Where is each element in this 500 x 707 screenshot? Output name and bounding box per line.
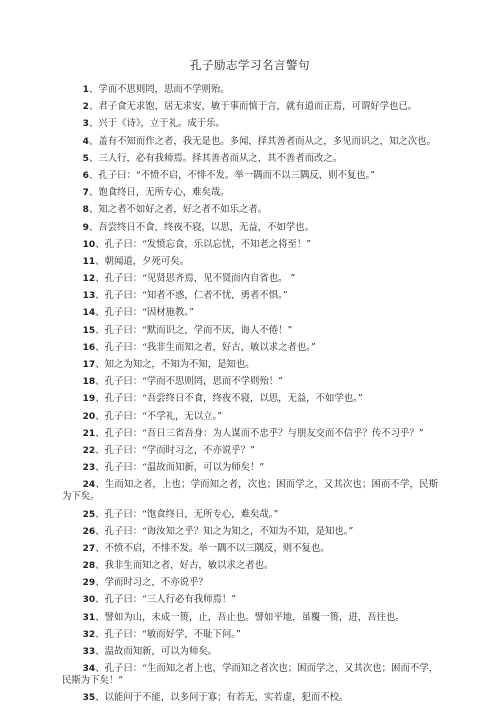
quote-separator: 、 xyxy=(95,479,105,491)
quote-separator: 、 xyxy=(95,273,105,285)
quote-item xyxy=(62,445,438,457)
quote-text: 孔子曰：“见贤思齐焉，见不贤而内自省也。 ” xyxy=(104,273,296,285)
quote-item xyxy=(62,428,438,440)
quote-separator: 、 xyxy=(95,307,105,319)
quote-item xyxy=(62,692,438,704)
quote-separator: 、 xyxy=(95,542,105,554)
quote-text: 知之者不如好之者，好之者不如乐之者。 xyxy=(98,204,268,216)
quote-text: 孔子曰：“我非生而知之者，好古，敏以求之者也。” xyxy=(104,341,316,353)
quote-separator: 、 xyxy=(95,410,105,422)
quote-number: 16 xyxy=(82,342,96,353)
quote-item xyxy=(62,239,438,251)
quote-separator: 、 xyxy=(95,393,105,405)
quote-separator: 、 xyxy=(95,359,105,370)
quote-item xyxy=(62,376,438,388)
quote-separator: 、 xyxy=(95,628,105,640)
quote-number: 26 xyxy=(82,526,96,537)
quote-number: 6 xyxy=(82,170,89,181)
quote-number: 29 xyxy=(82,578,96,589)
quote-number: 17 xyxy=(82,360,96,370)
quote-separator: 、 xyxy=(88,135,99,147)
quote-separator: 、 xyxy=(95,427,105,439)
quote-text: 孔子曰：“学而时习之，不亦说乎？” xyxy=(104,444,255,456)
quote-item xyxy=(62,118,438,130)
quote-text: 学而不思则罔，思而不学则殆。 xyxy=(98,84,230,95)
quote-item xyxy=(62,342,438,354)
quote-item xyxy=(62,393,438,405)
quote-text: 孔子曰：“诲汝知之乎？知之为知之，不知为不知，是知也。” xyxy=(104,525,354,537)
quote-number: 11 xyxy=(82,256,96,267)
quote-text: 譬如为山，未成一篑，止，吾止也。譬如平地，虽覆一篑，进，吾往也。 xyxy=(104,611,405,623)
quote-item xyxy=(62,359,438,371)
quote-number: 7 xyxy=(82,188,89,199)
quote-item xyxy=(62,256,438,268)
quote-item xyxy=(62,290,438,302)
quote-item xyxy=(62,663,438,687)
quote-number: 3 xyxy=(82,119,89,130)
quote-text: 孔子曰：“饱食终日，无所专心，难矣哉。” xyxy=(104,508,279,520)
quote-separator: 、 xyxy=(88,187,99,199)
quote-text: 孔子曰：“知者不惑，仁者不忧，勇者不惧。” xyxy=(104,290,288,302)
quote-separator: 、 xyxy=(95,324,105,336)
quote-text: 孔子曰：“发愤忘食，乐以忘忧，不知老之将至！” xyxy=(104,238,312,250)
quote-number: 10 xyxy=(82,239,96,250)
quote-separator: 、 xyxy=(88,221,99,233)
quote-text: 孔子曰：“默而识之，学而不厌，诲人不倦！” xyxy=(104,324,293,336)
quote-separator: 、 xyxy=(95,594,105,606)
quote-separator: 、 xyxy=(88,169,99,181)
quote-number: 14 xyxy=(82,308,96,319)
quote-number: 5 xyxy=(82,153,89,164)
quote-separator: 、 xyxy=(95,611,105,623)
quote-number: 18 xyxy=(82,377,96,388)
quote-text: 君子食无求饱，居无求安，敏于事而慎于言，就有道而正焉，可谓好学也已。 xyxy=(98,101,418,113)
quote-separator: 、 xyxy=(95,577,105,589)
quote-separator: 、 xyxy=(95,508,105,520)
quote-separator: 、 xyxy=(95,663,105,675)
quote-separator: 、 xyxy=(95,376,105,388)
quote-number: 27 xyxy=(82,543,96,554)
quote-separator: 、 xyxy=(95,341,105,353)
quote-separator: 、 xyxy=(95,462,105,474)
quote-number: 24 xyxy=(82,480,96,491)
quote-item xyxy=(62,462,438,474)
quote-number: 1 xyxy=(82,85,89,95)
quote-text: 孔子曰：“三人行必有我师焉！” xyxy=(104,594,237,606)
quote-item xyxy=(62,187,438,199)
quote-number: 9 xyxy=(82,222,89,233)
quote-text: 饱食终日，无所专心，难矣哉。 xyxy=(98,187,230,199)
quote-text: 孔子曰：“学而不思则罔，思而不学则殆！” xyxy=(104,376,283,388)
quote-separator: 、 xyxy=(95,444,105,456)
quote-text: 孔子曰：“不愤不启，不悱不发。举一隅而不以三隅反，则不复也。” xyxy=(98,169,376,181)
quote-separator: 、 xyxy=(88,204,99,216)
quote-item xyxy=(62,136,438,148)
quote-item xyxy=(62,526,438,538)
quote-number: 15 xyxy=(82,325,96,336)
quote-number: 2 xyxy=(82,102,89,113)
quote-number: 22 xyxy=(82,445,96,456)
quote-item xyxy=(62,577,438,589)
quote-separator: 、 xyxy=(95,255,105,267)
quote-item xyxy=(62,629,438,641)
quote-number: 19 xyxy=(82,394,96,405)
quote-text: 知之为知之，不知为不知，是知也。 xyxy=(104,359,255,370)
quote-item xyxy=(62,307,438,319)
quote-separator: 、 xyxy=(88,101,99,113)
quote-separator: 、 xyxy=(88,84,99,95)
page-title: 孔子励志学习名言警句 xyxy=(190,58,310,72)
quote-number: 12 xyxy=(82,274,96,285)
quote-number: 8 xyxy=(82,205,89,216)
quote-separator: 、 xyxy=(95,290,105,302)
quote-list xyxy=(62,84,438,704)
quote-separator: 、 xyxy=(95,525,105,537)
quote-text: 兴于《诗》，立于礼。成于乐。 xyxy=(98,118,225,130)
quote-number: 35 xyxy=(82,693,96,704)
quote-text: 孔子曰：“吾日三省吾身：为人谋而不忠乎？与朋友交而不信乎？传不习乎？” xyxy=(104,427,424,439)
quote-number: 23 xyxy=(82,463,96,474)
quote-text: 盖有不知而作之者，我无是也。多闻，择其善者而从之，多见而识之，知之次也。 xyxy=(98,135,436,147)
quote-item xyxy=(62,612,438,624)
quote-item xyxy=(62,273,438,285)
quote-text: 三人行，必有我师焉。择其善者而从之，其不善者而改之。 xyxy=(98,152,343,164)
quote-item xyxy=(62,509,438,521)
quote-text: 吾尝终日不食，终夜不寝，以思，无益，不如学也。 xyxy=(98,221,314,233)
quote-item xyxy=(62,204,438,216)
quote-separator: 、 xyxy=(95,692,105,704)
quote-separator: 、 xyxy=(88,118,99,130)
quote-text: 不愤不启，不悱不发。举一隅不以三隅反，则不复也。 xyxy=(104,542,330,554)
quote-item xyxy=(62,479,438,503)
quote-item xyxy=(62,325,438,337)
quote-text: 生而知之者，上也；学而知之者，次也；困而学之，又其次也；困而不学，民斯为下矣。 xyxy=(62,479,438,503)
quote-number: 25 xyxy=(82,509,96,520)
quote-separator: 、 xyxy=(95,560,105,572)
quote-text: 孔子曰：“不学礼，无以立。” xyxy=(104,410,222,422)
quote-separator: 、 xyxy=(95,238,105,250)
quote-number: 28 xyxy=(82,561,96,572)
quote-item xyxy=(62,411,438,423)
quote-item xyxy=(62,170,438,182)
quote-text: 孔子曰：“因材施教。” xyxy=(104,307,194,319)
quote-text: 孔子曰：“吾尝终日不食，终夜不寝，以思，无益，不如学也。” xyxy=(104,393,363,405)
quote-separator: 、 xyxy=(88,152,99,164)
quote-number: 30 xyxy=(82,595,96,606)
quote-item xyxy=(62,646,438,658)
quote-number: 33 xyxy=(82,647,96,657)
quote-item xyxy=(62,560,438,572)
quote-text: 孔子曰：“敏而好学，不耻下问。” xyxy=(104,628,241,640)
quote-text: 以能问于不能，以多问于寡；有若无，实若虚，犯而不校。 xyxy=(104,692,349,704)
quote-item xyxy=(62,84,438,96)
quote-text: 温故而知新，可以为师矣。 xyxy=(104,646,218,657)
quote-number: 13 xyxy=(82,291,96,302)
quote-text: 我非生而知之者，好古，敏以求之者也。 xyxy=(104,560,274,572)
quote-text: 朝闻道，夕死可矣。 xyxy=(104,255,189,267)
quote-text: 学而时习之，不亦说乎？ xyxy=(104,577,208,589)
quote-number: 4 xyxy=(82,136,89,147)
quote-item xyxy=(62,153,438,165)
quote-text: 孔子曰：“温故而知新，可以为师矣！” xyxy=(104,462,265,474)
quote-number: 21 xyxy=(82,428,96,439)
quote-item xyxy=(62,594,438,606)
quote-item xyxy=(62,222,438,234)
quote-separator: 、 xyxy=(95,646,105,657)
quote-number: 31 xyxy=(82,612,96,623)
quote-number: 32 xyxy=(82,629,96,640)
quote-number: 20 xyxy=(82,411,96,422)
quote-text: 孔子曰：“生而知之者上也，学而知之者次也；困而学之，又其次也；困而不学，民斯为下矣！” xyxy=(62,663,438,687)
quote-item xyxy=(62,543,438,555)
quote-item xyxy=(62,101,438,113)
quote-number: 34 xyxy=(82,664,96,675)
